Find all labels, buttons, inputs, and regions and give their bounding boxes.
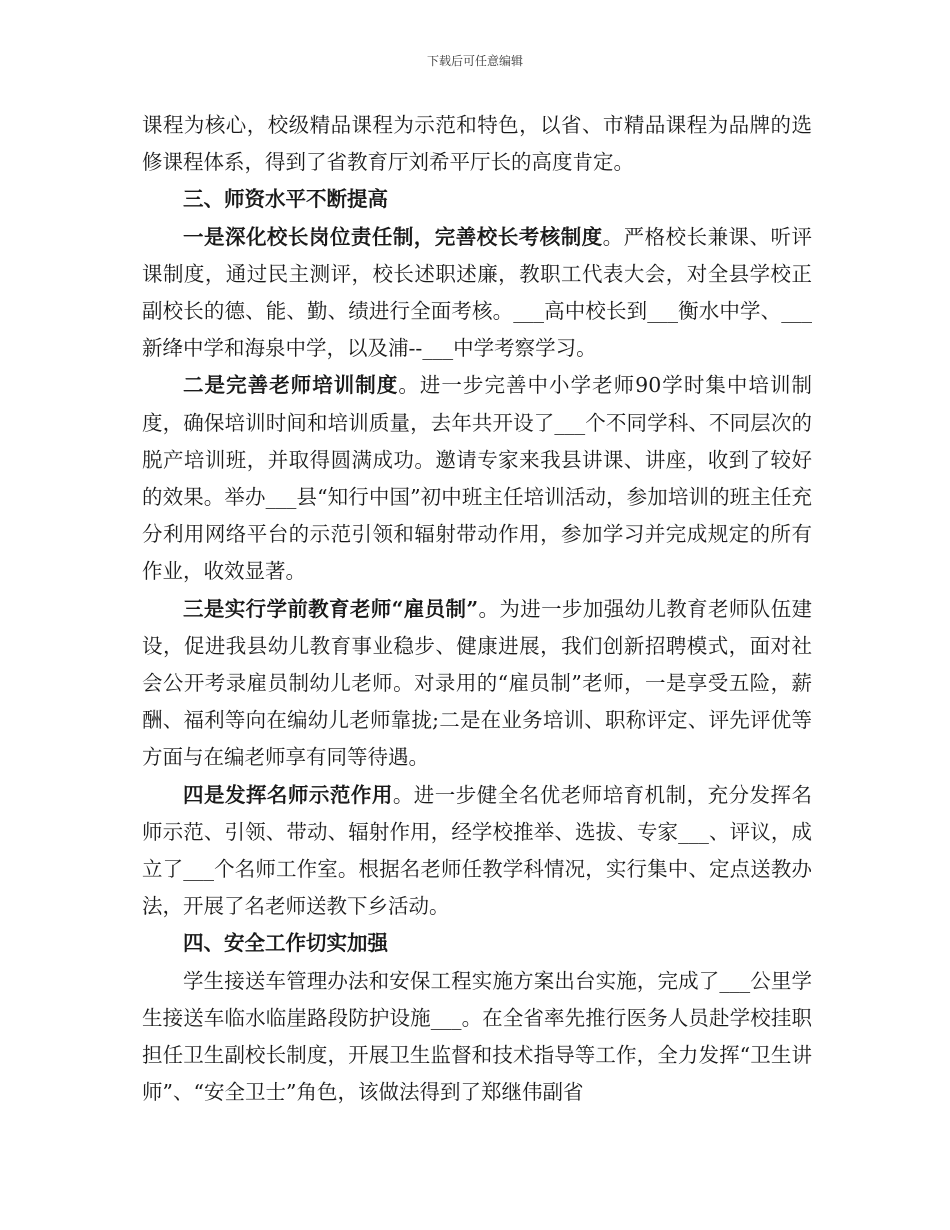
paragraph-text: 。进一步完善中小学老师90学时集中培训制度，确保培训时间和培训质量，去年共开设了___个不同学科、不同层次的脱产培训班，并取得圆满成功。邀请专家来我县讲课、讲座，收到了较好的效果。举办___县“知行中国”初中班主任培训活动，参加培训的班主任充分利用网络平台的示范引领和辐射带动作用，参加学习并完成规定的所有作业，收效显著。 — [142, 373, 812, 584]
paragraph-text: 。为进一步加强幼儿教育老师队伍建设，促进我县幼儿教育事业稳步、健康进展，我们创新招聘模式，面对社会公开考录雇员制幼儿老师。对录用的“雇员制”老师，一是享受五险，薪酬、福利等向在编幼儿老师靠拢;二是在业务培训、职称评定、评先评优等方面与在编老师享有同等待遇。 — [142, 596, 812, 770]
paragraph-lead: 四是发挥名师示范作用 — [183, 782, 393, 807]
paragraph — [142, 367, 812, 590]
paragraph — [142, 219, 812, 368]
paragraph — [142, 777, 812, 926]
paragraph-text: 。严格校长兼课、听评课制度，通过民主测评，校长述职述廉，教职工代表大会，对全县学校正副校长的德、能、勤、绩进行全面考核。___高中校长到___衡水中学、___新绛中学和海泉中学，以及浦--___中学考察学习。 — [142, 224, 813, 361]
document-body — [142, 107, 812, 1111]
paragraph-text: 课程为核心，校级精品课程为示范和特色，以省、市精品课程为品牌的选修课程体系，得到了省教育厅刘希平厅长的高度肯定。 — [142, 113, 812, 175]
paragraph-lead: 二是完善老师培训制度 — [183, 373, 399, 398]
paragraph-text: 。进一步健全名优老师培育机制，充分发挥名师示范、引领、带动、辐射作用，经学校推举、选拔、专家___、评议，成立了___个名师工作室。根据名老师任教学科情况，实行集中、定点送教办法，开展了名老师送教下乡活动。 — [142, 782, 812, 919]
paragraph-lead: 三是实行学前教育老师“雇员制” — [183, 596, 479, 621]
paragraph-text: 学生接送车管理办法和安保工程实施方案出台实施，完成了___公里学生接送车临水临崖路段防护设施___。在全省率先推行医务人员赴学校挂职担任卫生副校长制度，开展卫生监督和技术指导等工作，全力发挥“卫生讲师”、“安全卫士”角色，该做法得到了郑继伟副省 — [142, 968, 812, 1105]
paragraph — [142, 107, 812, 181]
section-heading: 三、师资水平不断提高 — [183, 187, 388, 212]
paragraph — [142, 963, 812, 1112]
page-header: 下载后可任意编辑 — [426, 54, 523, 68]
section-heading: 四、安全工作切实加强 — [183, 931, 388, 956]
paragraph — [142, 591, 812, 777]
paragraph-lead: 一是深化校长岗位责任制，完善校长考核制度 — [183, 224, 603, 249]
